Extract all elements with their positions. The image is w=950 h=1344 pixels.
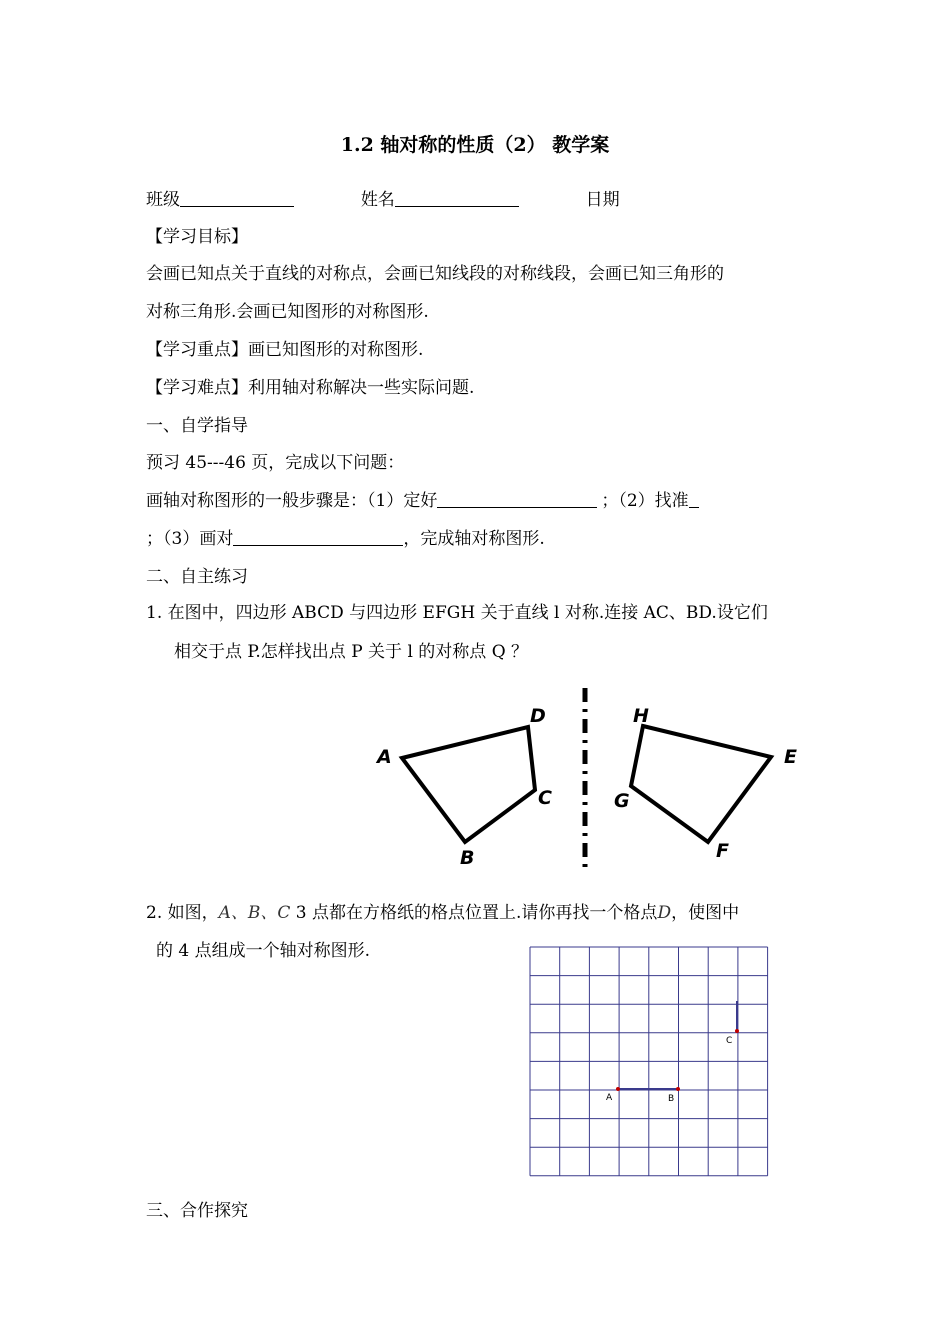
grid-label-b: B (668, 1094, 675, 1104)
objectives-line1: 会画已知点关于直线的对称点，会画已知线段的对称线段，会画已知三角形的 (146, 264, 724, 284)
page-title: 1.2 轴对称的性质（2） 教学案 (340, 134, 610, 156)
point-b (676, 1087, 680, 1091)
grid-label-c: C (726, 1036, 733, 1046)
q1-line2: 相交于点 P.怎样找出点 P 关于 l 的对称点 Q ？ (174, 642, 529, 662)
difficulty (146, 373, 474, 398)
label-f: F (716, 840, 729, 862)
q2-d: D (657, 903, 672, 923)
name-label: 姓名 (360, 190, 395, 210)
section1-preview: 预习 45---46 页，完成以下问题： (146, 453, 405, 473)
class-label: 班级 (146, 190, 180, 210)
key-point-label: 【学习重点】 (146, 340, 248, 360)
step2-text: ；（2）找准 (601, 491, 689, 511)
q2-mid: 3 点都在方格纸的格点位置上.请你再找一个格点 (290, 903, 658, 923)
section3-heading: 三、合作探究 (146, 1201, 248, 1221)
steps-line2 (146, 524, 545, 549)
q2-prefix: 2. 如图， (146, 903, 219, 923)
figure-grid (528, 945, 770, 1178)
section2-heading: 二、自主练习 (146, 567, 248, 587)
objectives-line2: 对称三角形.会画已知图形的对称图形. (146, 302, 429, 322)
grid-lines (530, 947, 768, 1176)
objectives-heading: 【学习目标】 (146, 227, 248, 247)
label-e: E (784, 746, 797, 768)
step3-suffix: ，完成轴对称图形. (403, 529, 545, 549)
q2-points: A、B、C (218, 903, 291, 923)
label-a: A (377, 746, 392, 768)
q2-line2: 的 4 点组成一个轴对称图形. (156, 941, 371, 961)
label-d: D (530, 705, 546, 727)
name-blank[interactable] (395, 189, 519, 207)
q1-line1: 1. 在图中，四边形 ABCD 与四边形 EFGH 关于直线 l 对称.连接 AC、BD.设它们 (146, 603, 768, 623)
grid-label-a: A (606, 1093, 613, 1103)
q2-suffix: ，使图中 (671, 903, 740, 923)
steps-line (146, 486, 699, 511)
label-h: H (633, 705, 649, 727)
figure-quadrilaterals (360, 680, 830, 880)
difficulty-text: 利用轴对称解决一些实际问题. (248, 378, 475, 398)
step3-blank[interactable] (233, 528, 403, 546)
point-a (616, 1087, 620, 1091)
quad-abcd-left-part (402, 727, 535, 842)
key-point-text: 画已知图形的对称图形. (248, 340, 424, 360)
class-blank[interactable] (180, 189, 294, 207)
key-point (146, 335, 423, 360)
steps-intro: 画轴对称图形的一般步骤是：（1）定好 (146, 491, 438, 511)
quad-efgh (631, 726, 771, 842)
date-label: 日期 (585, 190, 620, 210)
difficulty-label: 【学习难点】 (146, 378, 248, 398)
label-c: C (538, 787, 552, 809)
step1-blank[interactable] (437, 490, 597, 508)
header-row (146, 185, 620, 210)
section1-heading: 一、自学指导 (146, 416, 248, 436)
q2-line1 (146, 898, 739, 923)
label-b: B (460, 847, 475, 869)
label-g: G (614, 790, 630, 812)
point-c (735, 1029, 739, 1033)
step2-blank[interactable] (689, 490, 699, 508)
step3-prefix: ；（3）画对 (146, 529, 234, 549)
